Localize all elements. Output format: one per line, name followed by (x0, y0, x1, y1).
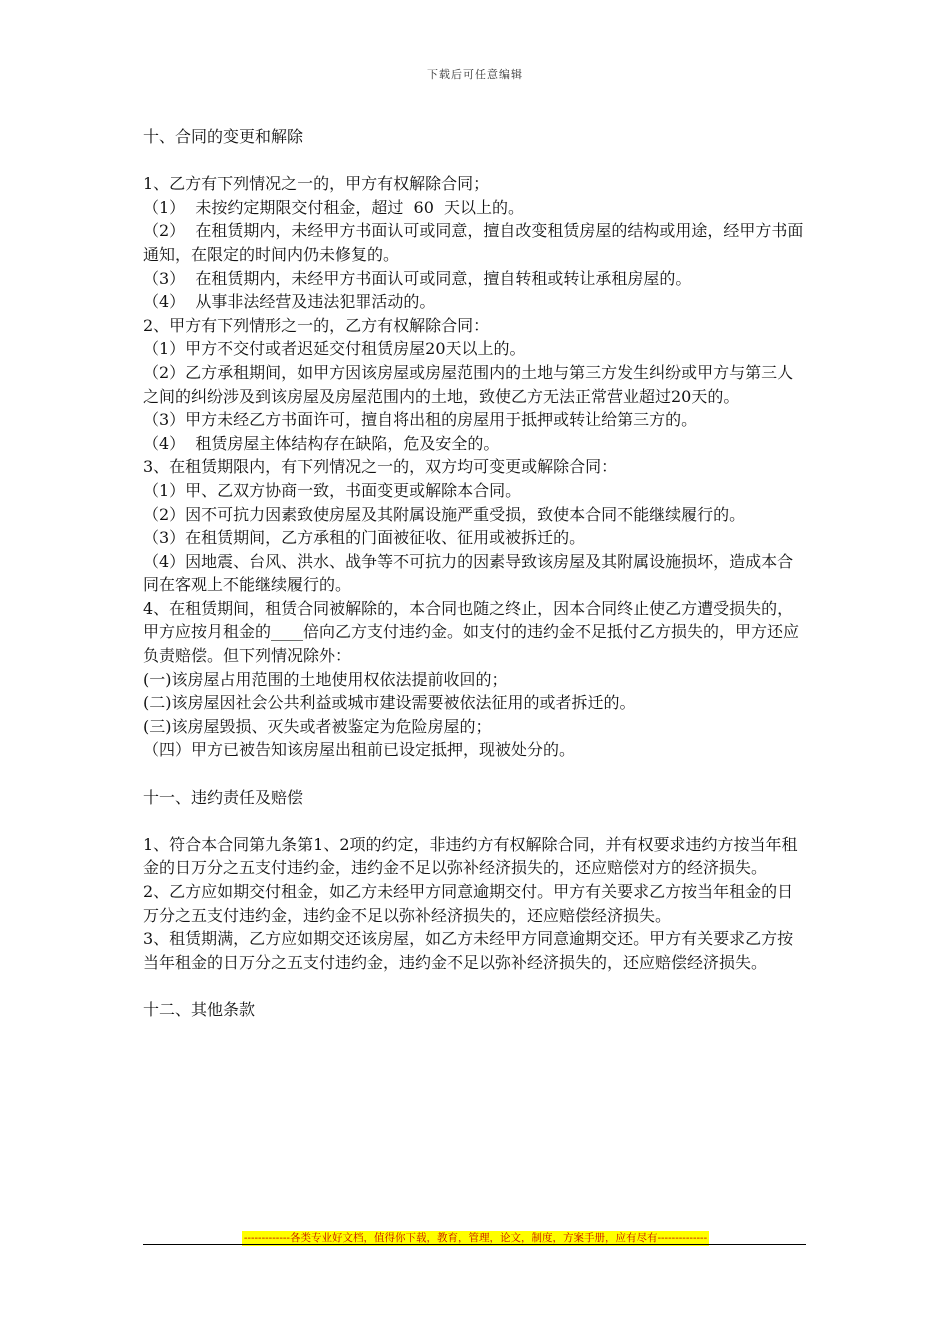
footer-divider (143, 1244, 806, 1245)
clause-paragraph: 1、符合本合同第九条第1、2项的约定，非违约方有权解除合同，并有权要求违约方按当年租金的日万分之五支付违约金，违约金不足以弥补经济损失的，还应赔偿对方的经济损失。 (143, 834, 798, 878)
clause-paragraph: 2、甲方有下列情形之一的，乙方有权解除合同： (143, 315, 490, 335)
clause-paragraph: （四）甲方已被告知该房屋出租前已设定抵押，现被处分的。 (143, 740, 576, 760)
clause-paragraph: 1、乙方有下列情况之一的，甲方有权解除合同； (143, 174, 490, 194)
clause-paragraph: 3、租赁期满，乙方应如期交还该房屋，如乙方未经甲方同意逾期交还。甲方有关要求乙方按当年租金的日万分之五支付违约金，违约金不足以弥补经济损失的，还应赔偿经济损失。 (143, 929, 794, 972)
clause-paragraph: (三)该房屋毁损、灭失或者被鉴定为危险房屋的； (143, 716, 492, 736)
clause-paragraph: （3）在租赁期间，乙方承租的门面被征收、征用或被拆迁的。 (143, 528, 586, 548)
footer-promo-text: -------------各类专业好文档，值得你下载，教育，管理，论文，制度，方案手册，应有尽有-------------- (243, 1232, 708, 1244)
clause-paragraph: （2）因不可抗力因素致使房屋及其附属设施严重受损，致使本合同不能继续履行的。 (143, 504, 746, 524)
clause-paragraph: （1）甲、乙双方协商一致，书面变更或解除本合同。 (143, 480, 522, 500)
clause-paragraph: （4）因地震、台风、洪水、战争等不可抗力的因素导致该房屋及其附属设施损坏，造成本合同在客观上不能继续履行的。 (143, 551, 794, 595)
clause-paragraph: （4） 从事非法经营及违法犯罪活动的。 (143, 292, 436, 312)
clause-paragraph: （1）甲方不交付或者迟延交付租赁房屋20天以上的。 (143, 339, 526, 359)
spacer (143, 974, 808, 998)
clause-paragraph: (一)该房屋占用范围的土地使用权依法提前收回的； (143, 669, 508, 689)
spacer (143, 762, 808, 786)
clause-paragraph: （3） 在租赁期内，未经甲方书面认可或同意，擅自转租或转让承租房屋的。 (143, 268, 692, 288)
clause-paragraph: （1） 未按约定期限交付租金，超过 60 天以上的。 (143, 197, 525, 217)
clause-paragraph: 2、乙方应如期交付租金，如乙方未经甲方同意逾期交付。甲方有关要求乙方按当年租金的日万分之五支付违约金，违约金不足以弥补经济损失的，还应赔偿经济损失。 (143, 882, 794, 925)
spacer (143, 809, 808, 833)
document-body (143, 125, 808, 1022)
clause-paragraph: 3、在租赁期限内，有下列情况之一的，双方均可变更或解除合同： (143, 457, 618, 477)
section-heading: 十二、其他条款 (143, 999, 256, 1019)
clause-paragraph: (二)该房屋因社会公共利益或城市建设需要被依法征用的或者拆迁的。 (143, 693, 636, 713)
section-heading: 十、合同的变更和解除 (143, 127, 304, 146)
clause-paragraph: 4、在租赁期间，租赁合同被解除的，本合同也随之终止，因本合同终止使乙方遭受损失的，甲方应按月租金的____倍向乙方支付违约金。如支付的违约金不足抵付乙方损失的，甲方还应负责赔偿。但下列情况除外： (143, 598, 800, 666)
section-heading: 十一、违约责任及赔偿 (143, 787, 304, 807)
clause-paragraph: （2） 在租赁期内，未经甲方书面认可或同意，擅自改变租赁房屋的结构或用途，经甲方书面通知，在限定的时间内仍未修复的。 (143, 221, 804, 264)
page-footer (143, 1226, 808, 1246)
clause-paragraph: （2）乙方承租期间，如甲方因该房屋或房屋范围内的土地与第三方发生纠纷或甲方与第三人之间的纠纷涉及到该房屋及房屋范围内的土地，致使乙方无法正常营业超过20天的。 (143, 362, 794, 406)
clause-paragraph: （3）甲方未经乙方书面许可，擅自将出租的房屋用于抵押或转让给第三方的。 (143, 410, 698, 430)
spacer (143, 149, 808, 173)
clause-paragraph: （4） 租赁房屋主体结构存在缺陷，危及安全的。 (143, 433, 500, 453)
page-header: 下载后可任意编辑 (427, 68, 523, 81)
